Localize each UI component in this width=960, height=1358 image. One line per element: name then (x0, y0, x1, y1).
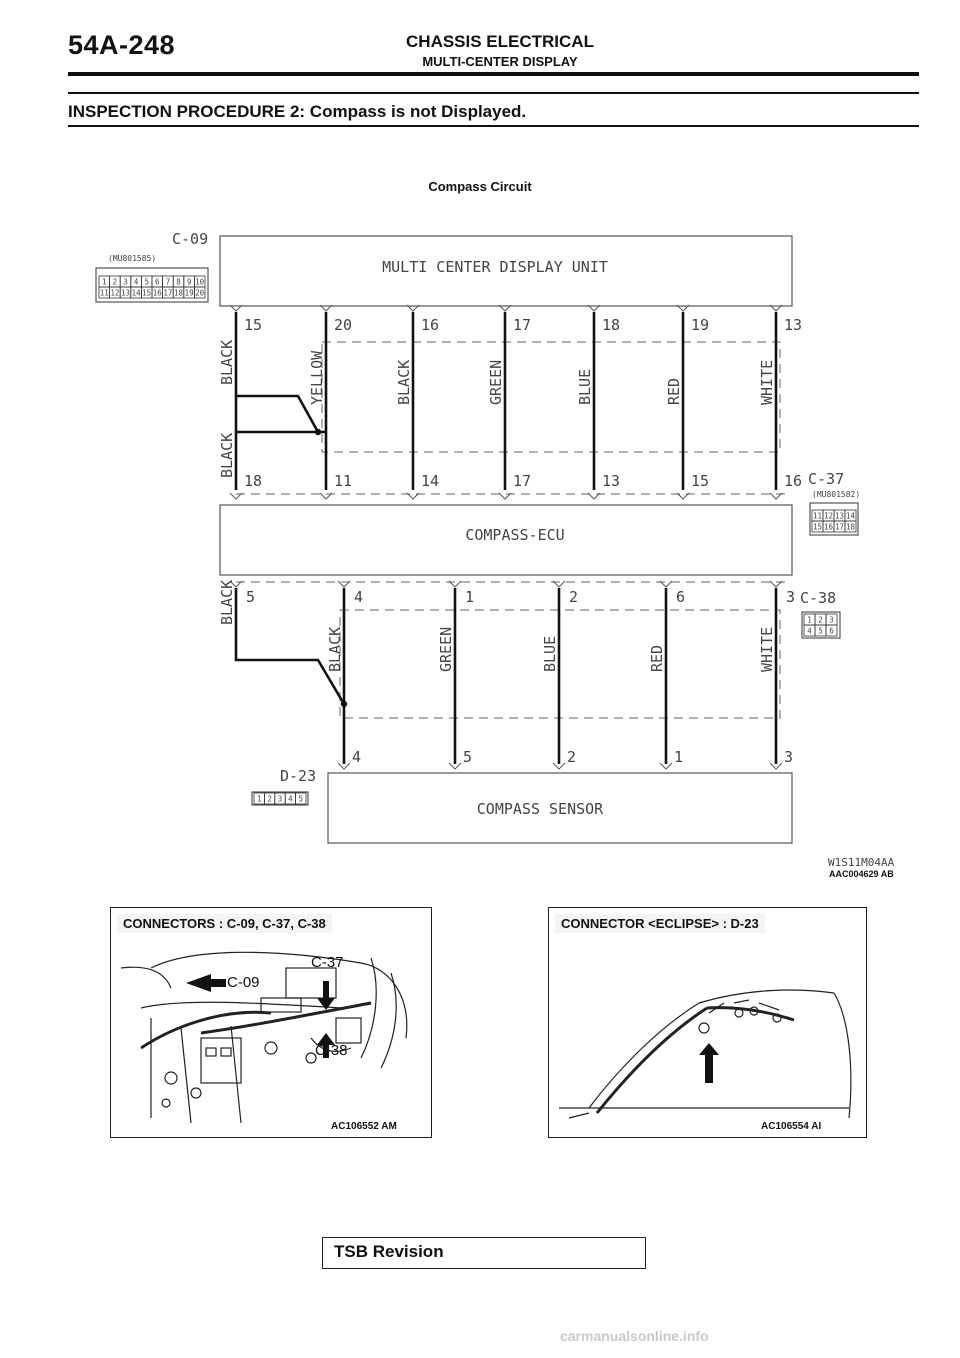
c09-pin: 20 (195, 288, 205, 298)
d23-pin: 3 (277, 794, 283, 804)
wire-color-label: YELLOW (308, 350, 326, 405)
c38-pin: 2 (818, 615, 823, 625)
wire-top-pin: 3 (786, 588, 796, 606)
wire-color-label: BLUE (576, 368, 594, 405)
wire-bottom-pin: 16 (784, 472, 803, 490)
wire-color-label: BLACK (218, 579, 236, 625)
wire-color-label: BLUE (541, 635, 559, 672)
c38-connector-label: C-38 (800, 589, 837, 607)
c09-pin: 8 (176, 277, 181, 287)
tsb-revision-label: TSB Revision (334, 1242, 444, 1261)
multi-center-display-unit-label: MULTI CENTER DISPLAY UNIT (382, 258, 608, 276)
upper-wire-group (218, 305, 802, 499)
d23-pin: 1 (256, 794, 262, 804)
c09-pin: 6 (155, 277, 160, 287)
c38-pin: 1 (807, 615, 812, 625)
c38-pin: 5 (818, 626, 823, 636)
c09-pin: 16 (152, 288, 162, 298)
d23-pin: 5 (298, 794, 304, 804)
c09-pin: 19 (184, 288, 194, 298)
procedure-title: INSPECTION PROCEDURE 2: Compass is not Displayed. (68, 102, 527, 121)
c09-pin: 15 (142, 288, 152, 298)
d23-pin: 2 (267, 794, 272, 804)
d23-pin: 4 (288, 794, 293, 804)
wire-color-label: WHITE (758, 359, 776, 405)
compass-ecu-label: COMPASS-ECU (465, 526, 565, 544)
wire-bottom-pin: 5 (463, 748, 473, 766)
c09-part-number: (MU801585) (108, 254, 157, 263)
photo-connectors-c09-c37-c38 (110, 907, 432, 1138)
wire-bottom-pin: 15 (691, 472, 710, 490)
wire-bottom-pin: 17 (513, 472, 532, 490)
d23-pin-grid (254, 793, 306, 804)
photo1-label-c09: C-09 (227, 974, 260, 991)
d23-connector-face (252, 792, 308, 805)
wire-top-pin: 6 (676, 588, 686, 606)
c09-pin: 11 (99, 288, 109, 298)
c37-pin: 12 (823, 511, 834, 521)
c37-pin-grid (812, 510, 856, 532)
wire-color-label: BLACK (218, 339, 236, 385)
wire-color-label: BLACK (218, 432, 236, 478)
compass-sensor-label: COMPASS SENSOR (476, 800, 604, 818)
c09-pin: 14 (131, 288, 141, 298)
c37-pin: 16 (823, 522, 834, 532)
photo2-title: CONNECTOR <ECLIPSE> : D-23 (555, 914, 765, 933)
c09-pin: 7 (165, 277, 171, 287)
wire-top-pin: 5 (246, 588, 256, 606)
c38-pin: 3 (829, 615, 834, 625)
c09-pin: 17 (163, 288, 173, 298)
wire-top-pin: 13 (784, 316, 803, 334)
c37-pin: 13 (834, 511, 845, 521)
c09-connector-face (96, 268, 208, 302)
roof-harness-illustration (549, 908, 866, 1137)
section-subtitle: MULTI-CENTER DISPLAY (422, 54, 578, 69)
c09-connector-label: C-09 (172, 230, 209, 248)
wire-bottom-pin: 2 (567, 748, 577, 766)
wire-top-pin: 1 (465, 588, 475, 606)
wire-top-pin: 16 (421, 316, 440, 334)
photo1-code: AC106552 AM (331, 1121, 397, 1132)
c38-pin: 6 (829, 626, 834, 636)
wire-splice-upper (236, 396, 318, 432)
c09-pin: 9 (186, 277, 192, 287)
wire-color-label: RED (648, 644, 666, 672)
c37-part-number: (MU801582) (812, 490, 861, 499)
wire-top-pin: 19 (691, 316, 710, 334)
wire-bottom-pin: 3 (784, 748, 794, 766)
c38-pin: 4 (807, 626, 812, 636)
c09-pin: 5 (144, 277, 149, 287)
drawing-code: W1S11M04AA (828, 856, 895, 869)
wire-bottom-pin: 14 (421, 472, 440, 490)
photo1-label-c37: C-37 (311, 954, 344, 971)
figure-code: AAC004629 AB (829, 869, 894, 879)
wire-bottom-pin: 4 (352, 748, 362, 766)
wire-color-label: BLACK (326, 626, 344, 672)
wire-bottom-pin: 1 (674, 748, 684, 766)
wire-top-pin: 4 (354, 588, 364, 606)
c37-connector-face (810, 503, 858, 535)
c37-pin: 14 (845, 511, 856, 521)
photo-connector-d23 (548, 907, 867, 1138)
c09-pin: 1 (102, 277, 107, 287)
wire-color-label: GREEN (487, 359, 505, 405)
c09-pin: 3 (123, 277, 128, 287)
photo1-title: CONNECTORS : C-09, C-37, C-38 (117, 914, 332, 933)
upper-shield (322, 342, 780, 452)
c37-connector-label: C-37 (808, 470, 845, 488)
lower-wire-group (218, 580, 795, 769)
figure-title: Compass Circuit (428, 179, 532, 194)
wire-color-label: GREEN (437, 626, 455, 672)
c09-pin: 2 (112, 277, 118, 287)
wire-top-pin: 15 (244, 316, 263, 334)
c37-pin: 15 (812, 522, 823, 532)
dashboard-harness-illustration (111, 908, 431, 1137)
wire-top-pin: 20 (334, 316, 353, 334)
page-number: 54A-248 (68, 30, 176, 60)
wire-color-label: BLACK (395, 359, 413, 405)
watermark: carmanualsonline.info (560, 1328, 709, 1344)
wire-top-pin: 17 (513, 316, 532, 334)
c38-connector-face (802, 612, 840, 638)
photo2-code: AC106554 AI (761, 1121, 822, 1132)
splice-dot (341, 701, 347, 707)
wire-color-label: WHITE (758, 626, 776, 672)
wire-color-label: RED (665, 377, 683, 405)
c09-pin: 18 (173, 288, 184, 298)
wire-top-pin: 18 (602, 316, 621, 334)
section-title: CHASSIS ELECTRICAL (406, 32, 594, 51)
wire-top-pin: 2 (569, 588, 579, 606)
c38-pin-grid (804, 614, 837, 636)
c09-pin: 4 (133, 277, 139, 287)
c09-pin: 12 (110, 288, 120, 298)
wire-bottom-pin: 13 (602, 472, 621, 490)
c37-pin: 11 (812, 511, 823, 521)
c37-pin: 17 (834, 522, 845, 532)
c09-pin-grid (99, 276, 205, 298)
d23-connector-label: D-23 (280, 767, 317, 785)
c37-pin: 18 (845, 522, 856, 532)
photo1-label-c38: C-38 (315, 1042, 348, 1059)
wire-bottom-pin: 11 (334, 472, 353, 490)
c09-pin: 10 (195, 277, 205, 287)
wire-bottom-pin: 18 (244, 472, 263, 490)
c09-pin: 13 (120, 288, 131, 298)
